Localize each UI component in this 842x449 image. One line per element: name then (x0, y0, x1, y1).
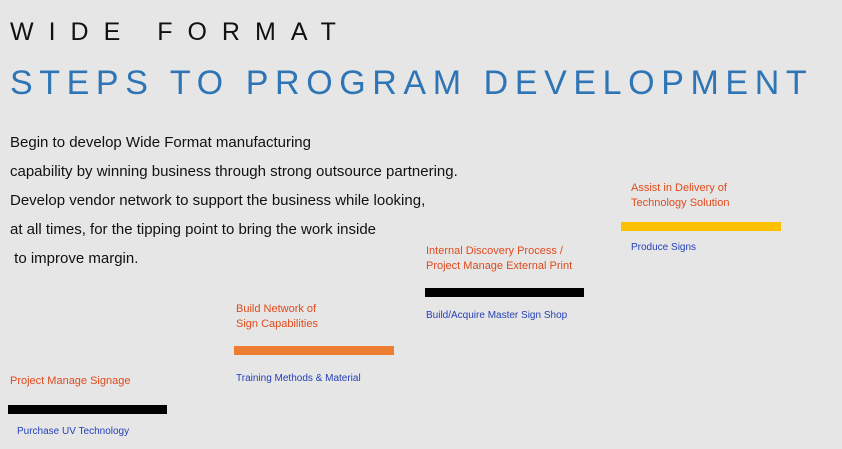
page-title: STEPS TO PROGRAM DEVELOPMENT (10, 64, 814, 102)
step-2-title: Build Network of Sign Capabilities (236, 303, 318, 330)
kicker-heading: WIDE FORMAT (10, 18, 351, 46)
step-3-title: Internal Discovery Process / Project Manage External Print (426, 245, 573, 272)
step-3-subtitle: Build/Acquire Master Sign Shop (426, 310, 568, 321)
intro-paragraph (10, 128, 458, 273)
step-1-subtitle: Purchase UV Technology (17, 426, 130, 437)
intro-line: Develop vendor network to support the business while looking, (10, 192, 426, 209)
intro-line: at all times, for the tipping point to bring the work inside (10, 221, 377, 238)
step-4-title: Assist in Delivery of Technology Solution (631, 182, 730, 209)
intro-line: capability by winning business through strong outsource partnering. (10, 163, 458, 180)
step-2-bar (234, 346, 394, 355)
intro-line: Begin to develop Wide Format manufacturing (10, 134, 311, 151)
intro-line: to improve margin. (10, 250, 139, 267)
step-4-subtitle: Produce Signs (631, 242, 697, 253)
step-2-subtitle: Training Methods & Material (236, 373, 361, 384)
step-1-title: Project Manage Signage (10, 375, 131, 387)
step-3-bar (425, 288, 584, 297)
step-4-bar (621, 222, 781, 231)
step-1-bar (8, 405, 167, 414)
